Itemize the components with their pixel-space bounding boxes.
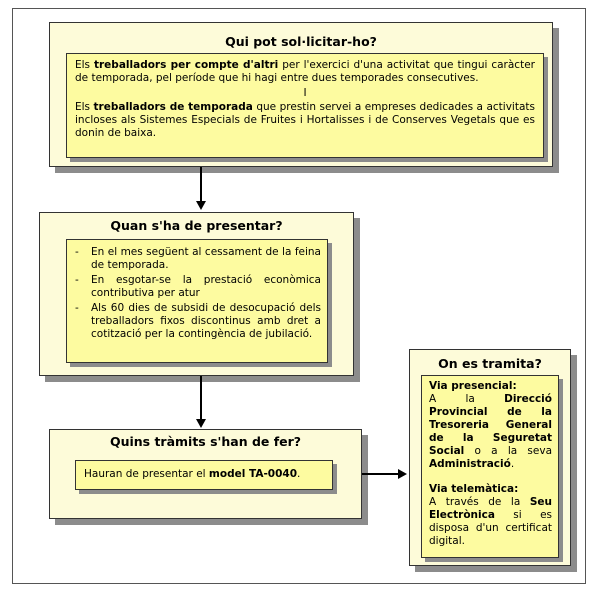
arrow-when-to-procedures	[200, 376, 202, 421]
presencial-bold-1: Direcció Provincial de la Tresoreria General de la Seguretat Social	[429, 393, 552, 457]
telematica-label: Via telemàtica:	[429, 483, 519, 495]
arrowhead-down-1	[196, 201, 206, 210]
presencial-bold-2: Administració	[429, 458, 511, 470]
when-list	[75, 246, 321, 341]
arrowhead-down-2	[196, 419, 206, 428]
when-item-2: - En esgotar-se la prestació econòmica contributiva per atur	[75, 274, 321, 300]
arrowhead-right	[398, 469, 407, 479]
presencial-text: A la Direcció Provincial de la Tresoreria General de la Seguretat Social o a la seva Administració.	[429, 393, 552, 470]
procedures-bold: model TA-0040	[208, 468, 298, 480]
who-bold-2: treballadors de temporada	[93, 101, 253, 113]
procedures-text: Hauran de presentar el model TA-0040.	[84, 468, 301, 480]
when-item-1: - En el mes següent al cessament de la feina de temporada.	[75, 246, 321, 272]
procedures-content	[75, 460, 333, 490]
where-content	[421, 375, 559, 558]
procedures-title: Quins tràmits s'han de fer?	[109, 434, 302, 449]
telematica-text: A través de la Seu Electrònica si es disposa d'un certificat digital.	[429, 496, 552, 547]
who-content	[66, 53, 544, 158]
who-bold-1: treballadors per compte d'altri	[93, 59, 279, 71]
who-title: Qui pot sol·licitar-ho?	[225, 34, 377, 49]
when-item-3: - Als 60 dies de subsidi de desocupació dels treballadors fixos discontinus amb dret a cotització per la contingència de jubilació.	[75, 302, 321, 341]
arrow-procedures-to-where	[362, 473, 400, 475]
arrow-who-to-when	[200, 167, 202, 203]
where-title: On es tramita?	[438, 356, 542, 371]
when-content	[66, 239, 328, 363]
who-paragraph-1: Els treballadors per compte d'altri per l'exercici d'una activitat que tingui caràcter de temporada, pel període que hi hagi entre dues temporades consecutives.	[75, 59, 535, 84]
when-title: Quan s'ha de presentar?	[110, 218, 283, 233]
presencial-label: Via presencial:	[429, 380, 517, 392]
who-paragraph-2: Els treballadors de temporada que prestin servei a empreses dedicades a activitats incloses als Sistemes Especials de Fruites i Hortalisses i de Conserves Vegetals que es donin de baixa.	[75, 101, 535, 139]
who-separator: I	[303, 87, 307, 99]
telematica-bold: Seu Electrònica	[429, 496, 552, 521]
